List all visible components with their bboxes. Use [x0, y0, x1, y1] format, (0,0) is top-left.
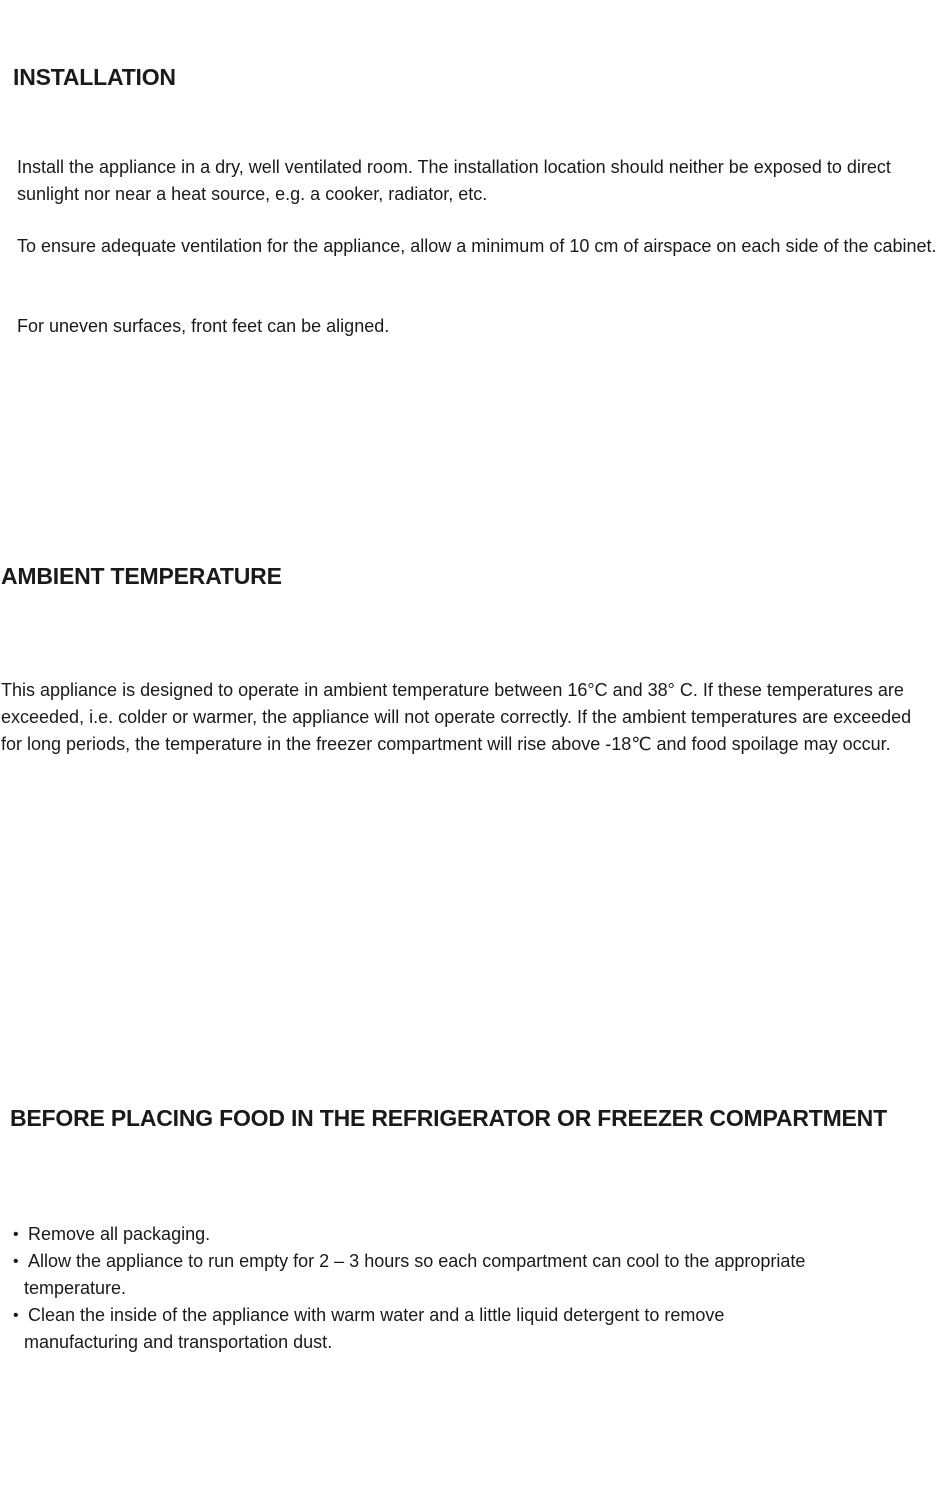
bullet-icon: •: [13, 1226, 19, 1243]
installation-heading: INSTALLATION: [13, 64, 176, 90]
list-item-text: Allow the appliance to run empty for 2 – 3 hours so each compartment can cool to the appropriate: [28, 1251, 806, 1271]
before-placing-food-heading: BEFORE PLACING FOOD IN THE REFRIGERATOR OR FREEZER COMPARTMENT: [10, 1105, 887, 1131]
ambient-temperature-heading: AMBIENT TEMPERATURE: [1, 563, 282, 589]
list-item: [13, 1221, 933, 1248]
installation-paragraph-feet: For uneven surfaces, front feet can be aligned.: [17, 316, 390, 336]
list-item-text: Remove all packaging.: [28, 1224, 211, 1244]
before-placing-food-list: [13, 1221, 933, 1356]
bullet-icon: •: [13, 1307, 19, 1324]
list-item-text: Clean the inside of the appliance with warm water and a little liquid detergent to remove: [28, 1305, 725, 1325]
bullet-icon: •: [13, 1253, 19, 1270]
list-item: [13, 1302, 933, 1356]
installation-paragraph-ventilation: To ensure adequate ventilation for the appliance, allow a minimum of 10 cm of airspace on each side of the cabinet.: [17, 236, 937, 256]
installation-paragraph-location: Install the appliance in a dry, well ventilated room. The installation location should neither be exposed to direct sunlight nor near a heat source, e.g. a cooker, radiator, etc.: [17, 157, 891, 204]
list-item: [13, 1248, 933, 1302]
ambient-temperature-paragraph: This appliance is designed to operate in ambient temperature between 16°C and 38° C. If these temperatures are exceeded, i.e. colder or warmer, the appliance will not operate correctly. If the ambient temperatures are exceeded for long periods, the temperature in the freezer compartment will rise above -18℃ and food spoilage may occur.: [1, 680, 912, 754]
list-item-text-continued: temperature.: [24, 1278, 127, 1298]
list-item-text-continued: manufacturing and transportation dust.: [24, 1332, 333, 1352]
